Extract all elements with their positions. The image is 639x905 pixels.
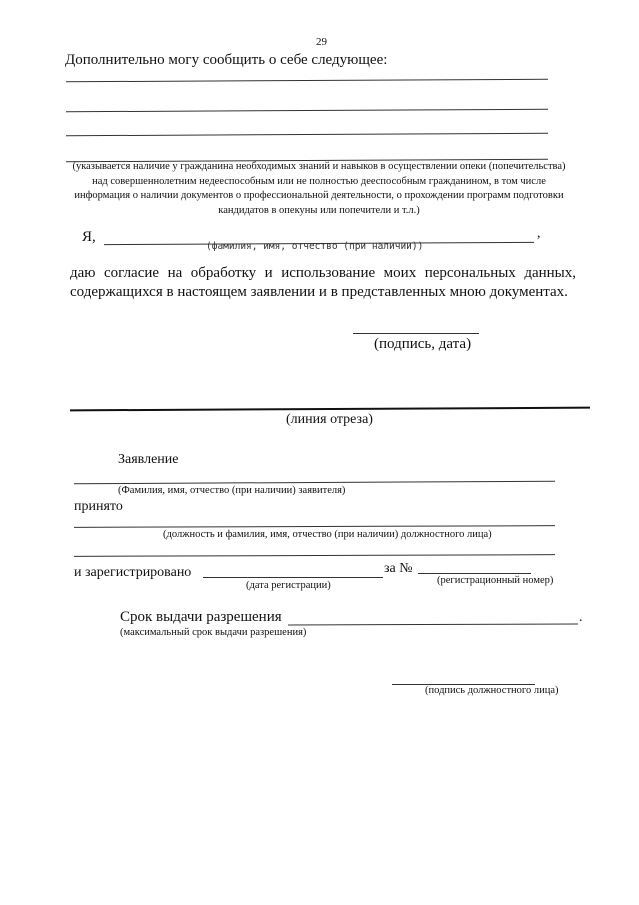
consent-text-line-2: содержащихся в настоящем заявлении и в представленных мною документах. [70, 284, 568, 300]
accepted-label: принято [74, 499, 123, 514]
registration-number-line [418, 573, 531, 574]
permit-term-line [288, 623, 578, 625]
permit-term-period: . [579, 610, 583, 625]
i-label: Я, [82, 229, 96, 245]
additional-info-line-1 [66, 79, 548, 83]
additional-info-line-3 [66, 133, 548, 137]
official-line-2 [74, 554, 555, 557]
official-line-1 [74, 525, 555, 528]
cut-line [70, 407, 590, 412]
registration-date-hint: (дата регистрации) [246, 580, 331, 591]
registration-number-hint: (регистрационный номер) [437, 575, 554, 586]
additional-info-line-2 [66, 109, 548, 113]
applicant-name-hint: (Фамилия, имя, отчество (при наличии) заявителя) [118, 485, 346, 496]
official-hint: (должность и фамилия, имя, отчество (при наличии) должностного лица) [163, 529, 492, 540]
registered-label: и зарегистрировано [74, 565, 192, 580]
applicant-name-line [74, 481, 555, 485]
consent-signature-line [353, 333, 479, 334]
name-comma: , [537, 226, 541, 241]
note-line-1: (указывается наличие у гражданина необходимых знаний и навыков в осуществлении опеки (попечительства) [72, 161, 566, 172]
additional-info-heading: Дополнительно могу сообщить о себе следующее: [65, 52, 388, 68]
cut-line-label: (линия отреза) [286, 412, 373, 427]
note-line-2: над совершеннолетним недееспособным или не полностью дееспособным гражданином, в том числе [92, 175, 546, 187]
note-line-3: информация о наличии документов о профессиональной деятельности, о прохождении программ подготовки [74, 190, 564, 201]
registration-date-line [203, 577, 383, 578]
receipt-title: Заявление [118, 452, 179, 467]
full-name-hint: (фамилия, имя, отчество (при наличии)) [206, 241, 424, 252]
consent-signature-hint: (подпись, дата) [374, 336, 472, 352]
consent-text-line-1: даю согласие на обработку и использование моих персональных данных, [70, 265, 576, 281]
page-number: 29 [316, 36, 327, 48]
permit-term-label: Срок выдачи разрешения [120, 609, 282, 625]
note-line-4: кандидатов в опекуны или попечители и т.л.) [218, 204, 420, 216]
official-signature-hint: (подпись должностного лица) [425, 685, 559, 696]
additional-info-note [64, 160, 574, 218]
number-label: за № [384, 561, 413, 576]
permit-term-hint: (максимальный срок выдачи разрешения) [120, 627, 307, 638]
